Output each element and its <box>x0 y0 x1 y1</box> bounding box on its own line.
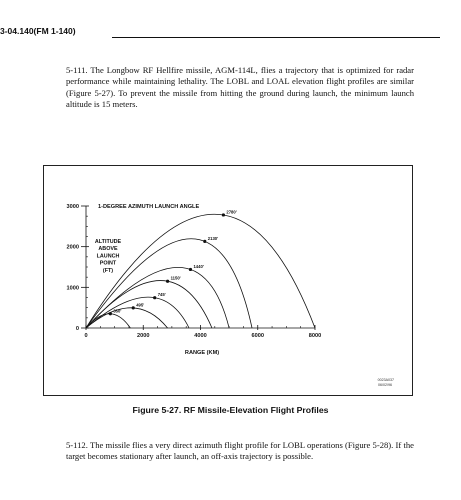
apex-label-6: 2130' <box>207 235 219 241</box>
y-tick-label: 3000 <box>66 204 79 210</box>
y-axis-label-line: (FT) <box>102 267 114 274</box>
apex-label-5: 1440' <box>193 263 204 269</box>
figure-5-27 <box>43 165 413 396</box>
y-tick-label: 2000 <box>66 244 79 251</box>
x-axis-label: RANGE (KM) <box>184 350 220 356</box>
apex-point-6 <box>203 240 206 243</box>
apex-point-7 <box>222 213 225 216</box>
x-tick-label: 6000 <box>251 333 264 339</box>
figure-stamp-date: 06/02/96 <box>378 383 392 387</box>
y-axis-label-line: ALTITUDE <box>94 239 122 245</box>
y-tick-label: 1000 <box>66 285 79 292</box>
apex-point-3 <box>153 296 156 299</box>
x-tick-label: 8000 <box>308 333 322 339</box>
paragraph-5-111: 5-111. The Longbow RF Hellfire missile, AGM-114L, flies a trajectory that is optimized for radar performance while maintaining lethality. The LOBL and LOAL elevation flight profiles are similar (Figure 5-27). To prevent the missile from hitting the ground during launch, the minimum launch altitude is 15 meters. <box>66 65 414 110</box>
apex-label-3: 745' <box>157 292 166 298</box>
trajectory-curve-4 <box>86 281 212 328</box>
flight-profile-chart <box>44 166 414 397</box>
y-tick-label: 0 <box>75 326 79 332</box>
header-rule <box>112 37 440 38</box>
y-axis-label <box>95 239 122 274</box>
doc-id: 3-04.140(FM 1-140) <box>0 26 76 36</box>
apex-label-4: 1150' <box>170 275 181 281</box>
y-axis-label-line: ABOVE <box>98 246 118 253</box>
y-axis-label-line: LAUNCH <box>96 253 120 260</box>
apex-point-2 <box>132 306 135 309</box>
x-tick-label: 2000 <box>137 333 150 339</box>
x-tick-label: 4000 <box>194 333 207 339</box>
paragraph-5-112: 5-112. The missile flies a very direct azimuth flight profile for LOBL operations (Figure 5-28). If the target becomes stationary after launch, an off-axis trajectory is possible. <box>66 440 414 462</box>
y-axis-label-line: POINT <box>99 260 117 267</box>
page-header <box>0 26 440 36</box>
chart-title: 1-DEGREE AZIMUTH LAUNCH ANGLE <box>98 204 200 210</box>
apex-label-1: 350' <box>113 308 122 314</box>
x-tick-label: 0 <box>84 333 88 339</box>
apex-label-2: 495' <box>136 302 145 308</box>
apex-point-4 <box>166 280 169 283</box>
figure-stamp-code: 0023A037 <box>377 378 394 382</box>
apex-label-7: 2780' <box>226 209 237 215</box>
figure-caption: Figure 5-27. RF Missile-Elevation Flight Profiles <box>132 405 329 415</box>
apex-point-5 <box>189 268 192 271</box>
